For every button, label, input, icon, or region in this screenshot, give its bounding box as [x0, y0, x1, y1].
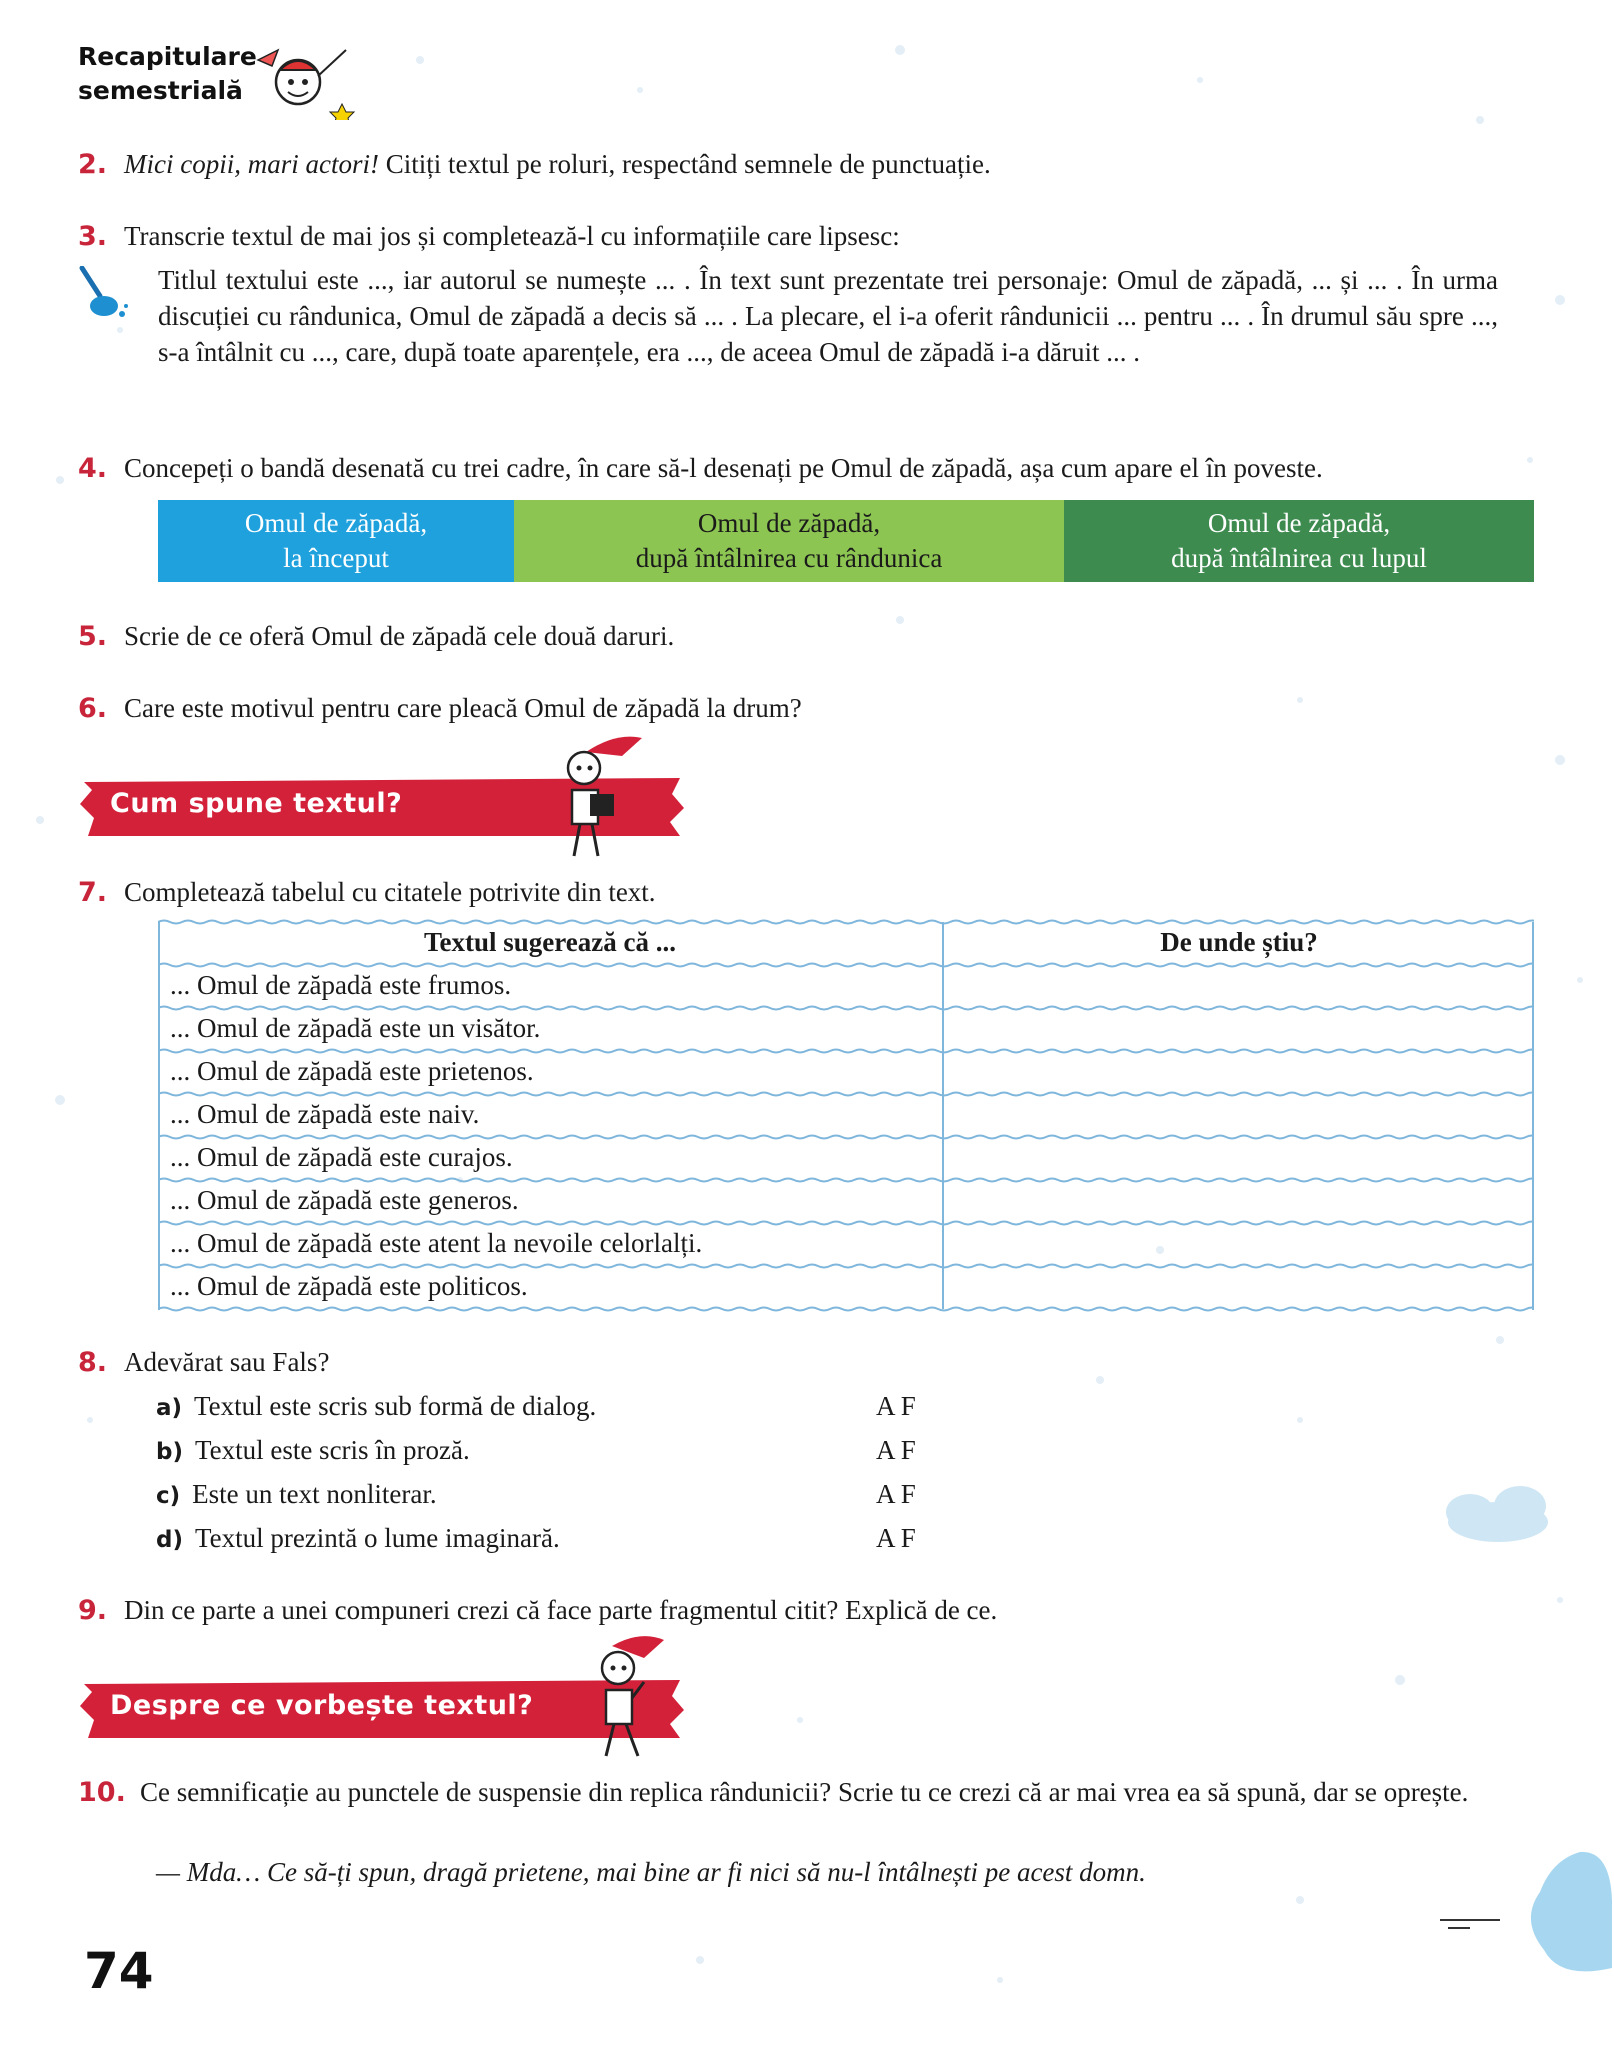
comic-strip-frames: [158, 500, 1534, 582]
question-number: 6.: [78, 693, 108, 724]
comic-frame-2: [514, 500, 1064, 582]
item-text: Textul este scris sub formă de dialog.: [194, 1391, 597, 1421]
reading-character-icon: [546, 732, 646, 872]
item-text: Este un text nonliterar.: [192, 1479, 437, 1509]
table-row: [158, 1266, 1534, 1309]
question-number: 10.: [78, 1777, 126, 1808]
question-text: Care este motivul pentru care pleacă Omul de zăpadă la drum?: [124, 693, 802, 723]
table-cell: ... Omul de zăpadă este atent la nevoile celorlalți.: [158, 1223, 944, 1266]
table-answer-cell[interactable]: [944, 1137, 1534, 1180]
table-cell: ... Omul de zăpadă este prietenos.: [158, 1051, 944, 1094]
table-row: [158, 965, 1534, 1008]
question-6: [78, 690, 802, 727]
table-cell: ... Omul de zăpadă este un visător.: [158, 1008, 944, 1051]
frame-line-2: la început: [283, 543, 389, 573]
question-7: [78, 874, 656, 911]
header-line-2: semestrială: [78, 76, 243, 105]
true-false-item: [156, 1476, 916, 1514]
true-false-options[interactable]: A F: [876, 1391, 916, 1421]
frame-line-1: Omul de zăpadă,: [1207, 508, 1391, 538]
swallow-quote: — Mda… Ce să-ți spun, dragă prietene, mai bine ar fi nici să nu-l întâlnești pe acest domn.: [156, 1857, 1146, 1887]
table-answer-cell[interactable]: [944, 1094, 1534, 1137]
frame-line-1: Omul de zăpadă,: [697, 508, 881, 538]
question-number: 7.: [78, 877, 108, 908]
question-number: 9.: [78, 1595, 108, 1626]
page-number: 74: [84, 1942, 154, 2000]
question-title-italic: Mici copii, mari actori!: [124, 149, 379, 179]
question-number: 3.: [78, 221, 108, 252]
question-10: [78, 1774, 1534, 1811]
table-answer-cell[interactable]: [944, 965, 1534, 1008]
table-answer-cell[interactable]: [944, 1051, 1534, 1094]
frame-line-1: Omul de zăpadă,: [244, 508, 428, 538]
question-number: 5.: [78, 621, 108, 652]
frame-line-2: după întâlnirea cu rândunica: [635, 543, 943, 573]
item-text: Textul prezintă o lume imaginară.: [194, 1523, 560, 1553]
thinking-character-icon: [582, 1632, 672, 1772]
banner-title: Cum spune textul?: [110, 788, 403, 819]
header-line-1: Recapitulare: [78, 42, 257, 71]
mascot-illustration: [238, 30, 358, 120]
table-row: [158, 1137, 1534, 1180]
table-cell: ... Omul de zăpadă este frumos.: [158, 965, 944, 1008]
question-number: 4.: [78, 453, 108, 484]
question-text: Citiți textul pe roluri, respectând semnele de punctuație.: [378, 149, 991, 179]
paintbrush-icon: [74, 266, 134, 326]
true-false-item: [156, 1520, 916, 1558]
table-answer-cell[interactable]: [944, 1266, 1534, 1309]
table-row: [158, 1094, 1534, 1137]
table-row: [158, 1008, 1534, 1051]
question-2: [78, 146, 991, 183]
question-text: Transcrie textul de mai jos și completează-l cu informațiile care lipsesc:: [124, 221, 900, 251]
question-text: Din ce parte a unei compuneri crezi că face parte fragmentul citit? Explică de ce.: [124, 1595, 998, 1625]
frame-line-2: după întâlnirea cu lupul: [1171, 543, 1427, 573]
table-cell: ... Omul de zăpadă este curajos.: [158, 1137, 944, 1180]
question-text: Completează tabelul cu citatele potrivite din text.: [124, 877, 656, 907]
table-row: [158, 1223, 1534, 1266]
table-header-cell: De unde știu?: [1160, 927, 1318, 957]
question-text: Adevărat sau Fals?: [124, 1347, 330, 1377]
table-row: [158, 1051, 1534, 1094]
table-answer-cell[interactable]: [944, 1223, 1534, 1266]
table-row: [158, 1180, 1534, 1223]
item-letter: c): [156, 1483, 181, 1509]
true-false-item: [156, 1388, 916, 1426]
question-text: Scrie de ce oferă Omul de zăpadă cele două daruri.: [124, 621, 675, 651]
question-number: 2.: [78, 149, 108, 180]
question-3: [78, 218, 900, 255]
item-letter: b): [156, 1439, 183, 1465]
section-header: [78, 40, 257, 108]
quotes-table: [158, 922, 1534, 1309]
table-cell: ... Omul de zăpadă este naiv.: [158, 1094, 944, 1137]
comic-frame-3: [1064, 500, 1534, 582]
item-letter: a): [156, 1395, 183, 1421]
table-header-cell: Textul sugerează că ...: [158, 922, 944, 965]
true-false-options[interactable]: A F: [876, 1479, 916, 1509]
question-text: Ce semnificație au punctele de suspensie din replica rândunicii? Scrie tu ce crezi că ar mai vrea ea să spună, dar se oprește.: [140, 1777, 1469, 1807]
comic-frame-1: [158, 500, 514, 582]
question-5: [78, 618, 674, 655]
true-false-item: [156, 1432, 916, 1470]
banner-title: Despre ce vorbește textul?: [110, 1690, 534, 1721]
fill-in-paragraph: Titlul textului este ..., iar autorul se numește ... . În text sunt prezentate trei personaje: Omul de zăpadă, ... și ... . În urma discuției cu rândunica, Omul de zăpadă a decis să ... . La plecare, el i-a oferit rândunicii ... pentru ... . În drumul său spre ..., s-a întâlnit cu ..., care, după toate aparențele, era ..., de aceea Omul de zăpadă i-a dăruit ... .: [158, 265, 1498, 367]
true-false-options[interactable]: A F: [876, 1435, 916, 1465]
question-8: [78, 1344, 329, 1381]
table-header-row: [158, 922, 1534, 965]
true-false-options[interactable]: A F: [876, 1523, 916, 1553]
table-cell: ... Omul de zăpadă este generos.: [158, 1180, 944, 1223]
table-cell: ... Omul de zăpadă este politicos.: [158, 1266, 944, 1309]
question-number: 8.: [78, 1347, 108, 1378]
question-4: [78, 450, 1323, 487]
table-answer-cell[interactable]: [944, 1008, 1534, 1051]
table-answer-cell[interactable]: [944, 1180, 1534, 1223]
question-9: [78, 1592, 997, 1629]
item-letter: d): [156, 1527, 183, 1553]
question-text: Concepeți o bandă desenată cu trei cadre, în care să-l desenați pe Omul de zăpadă, așa cum apare el în poveste.: [124, 453, 1323, 483]
item-text: Textul este scris în proză.: [194, 1435, 470, 1465]
